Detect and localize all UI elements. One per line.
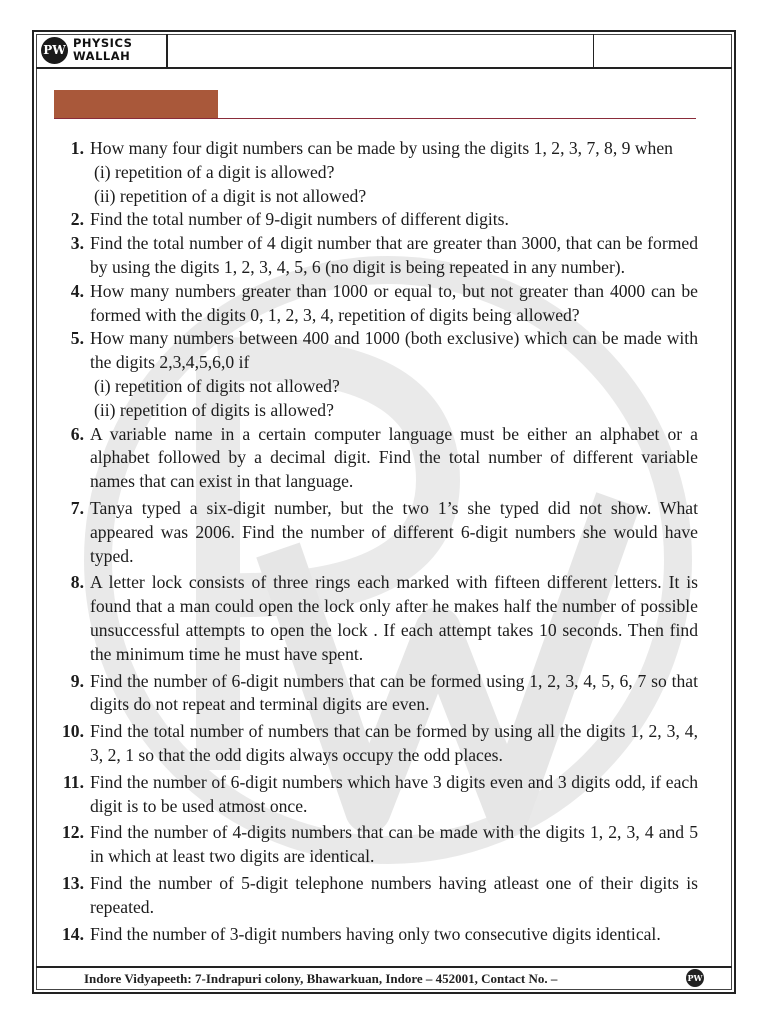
brand-line-2: WALLAH	[73, 49, 131, 63]
brand-logo	[36, 34, 168, 67]
question-subpart: (i) repetition of a digit is allowed?	[94, 161, 335, 182]
question-number: 11.	[62, 771, 84, 792]
question-number: 8.	[70, 572, 84, 593]
question-number: 13.	[62, 872, 84, 893]
question-text: How many four digit numbers can be made by using the digits 1, 2, 3, 7, 8, 9 when	[90, 138, 673, 158]
question-subpart: (ii) repetition of a digit is not allowed?	[94, 185, 367, 206]
question-number: 3.	[70, 233, 84, 254]
question-text: Find the number of 3-digit numbers having only two consecutive digits identical.	[90, 923, 661, 944]
question-item	[50, 771, 698, 819]
question-item	[50, 280, 698, 328]
question-number: 1.	[70, 138, 84, 158]
question-text: Find the number of 4-digits numbers that can be made with the digits 1, 2, 3, 4 and 5 in which at least two digits are identical.	[90, 822, 698, 867]
question-text: A letter lock consists of three rings each marked with fifteen different letters. It is found that a man could open the lock only after he makes half the number of possible unsuccessful attempts to open the lock . If each attempt takes 10 seconds. Then find the minimum time he must have spent.	[90, 572, 698, 664]
question-item	[50, 232, 698, 280]
question-number: 14.	[62, 923, 84, 944]
question-text: How many numbers greater than 1000 or equal to, but not greater than 4000 can be formed with the digits 0, 1, 2, 3, 4, repetition of digits being allowed?	[90, 280, 698, 325]
question-item	[50, 670, 698, 718]
question-text: Find the total number of 4 digit number that are greater than 3000, that can be formed by using the digits 1, 2, 3, 4, 5, 6 (no digit is being repeated in any number).	[90, 233, 698, 277]
question-number: 9.	[70, 670, 84, 691]
question-number: 4.	[70, 280, 84, 301]
question-item	[50, 923, 698, 947]
question-text: Find the number of 6-digit numbers that can be formed using 1, 2, 3, 4, 5, 6, 7 so that digits do not repeat and terminal digits are even.	[90, 670, 698, 715]
pw-logo-icon: PW	[41, 37, 68, 64]
page-header	[36, 34, 732, 69]
brand-name	[73, 37, 132, 63]
question-item	[50, 720, 698, 768]
question-item	[50, 571, 698, 666]
question-item	[50, 423, 698, 494]
header-divider	[593, 34, 594, 67]
brand-line-1: PHYSICS	[73, 36, 133, 50]
question-number: 10.	[62, 721, 84, 742]
question-number: 12.	[62, 822, 84, 843]
section-tag-bar	[54, 90, 218, 118]
question-subpart: (ii) repetition of digits is allowed?	[94, 399, 334, 420]
question-number: 5.	[70, 328, 84, 349]
question-number: 6.	[70, 423, 84, 444]
question-list	[50, 137, 698, 946]
question-item	[50, 821, 698, 869]
question-text: Tanya typed a six-digit number, but the two 1’s she typed did not show. What appeared was 2006. Find the number of different 6-digit numbers she would have typed.	[90, 497, 698, 566]
question-item	[50, 208, 698, 232]
question-subpart: (i) repetition of digits not allowed?	[94, 375, 340, 396]
question-number: 2.	[70, 209, 84, 230]
question-item	[50, 497, 698, 568]
question-number: 7.	[70, 497, 84, 518]
question-text: Find the number of 5-digit telephone numbers having atleast one of their digits is repeated.	[90, 872, 698, 917]
section-rule	[54, 118, 696, 119]
question-text: Find the number of 6-digit numbers which have 3 digits even and 3 digits odd, if each digit is to be used atmost once.	[90, 771, 698, 816]
pw-footer-icon: PW	[686, 969, 704, 987]
question-text: Find the total number of numbers that can be formed by using all the digits 1, 2, 3, 4, 3, 2, 1 so that the odd digits always occupy the odd places.	[90, 721, 698, 765]
question-text: Find the total number of 9-digit numbers of different digits.	[90, 209, 509, 230]
footer-address: Indore Vidyapeeth: 7-Indrapuri colony, Bhawarkuan, Indore – 452001, Contact No. –	[84, 971, 558, 986]
question-text: A variable name in a certain computer language must be either an alphabet or a alphabet followed by a decimal digit. Find the total number of different variable names that can exist in that language.	[90, 423, 698, 492]
footer-rule	[36, 966, 732, 968]
question-item	[50, 327, 698, 422]
question-item	[50, 872, 698, 920]
question-item	[50, 137, 698, 208]
question-text: How many numbers between 400 and 1000 (both exclusive) which can be made with the digits 2,3,4,5,6,0 if	[90, 328, 698, 373]
